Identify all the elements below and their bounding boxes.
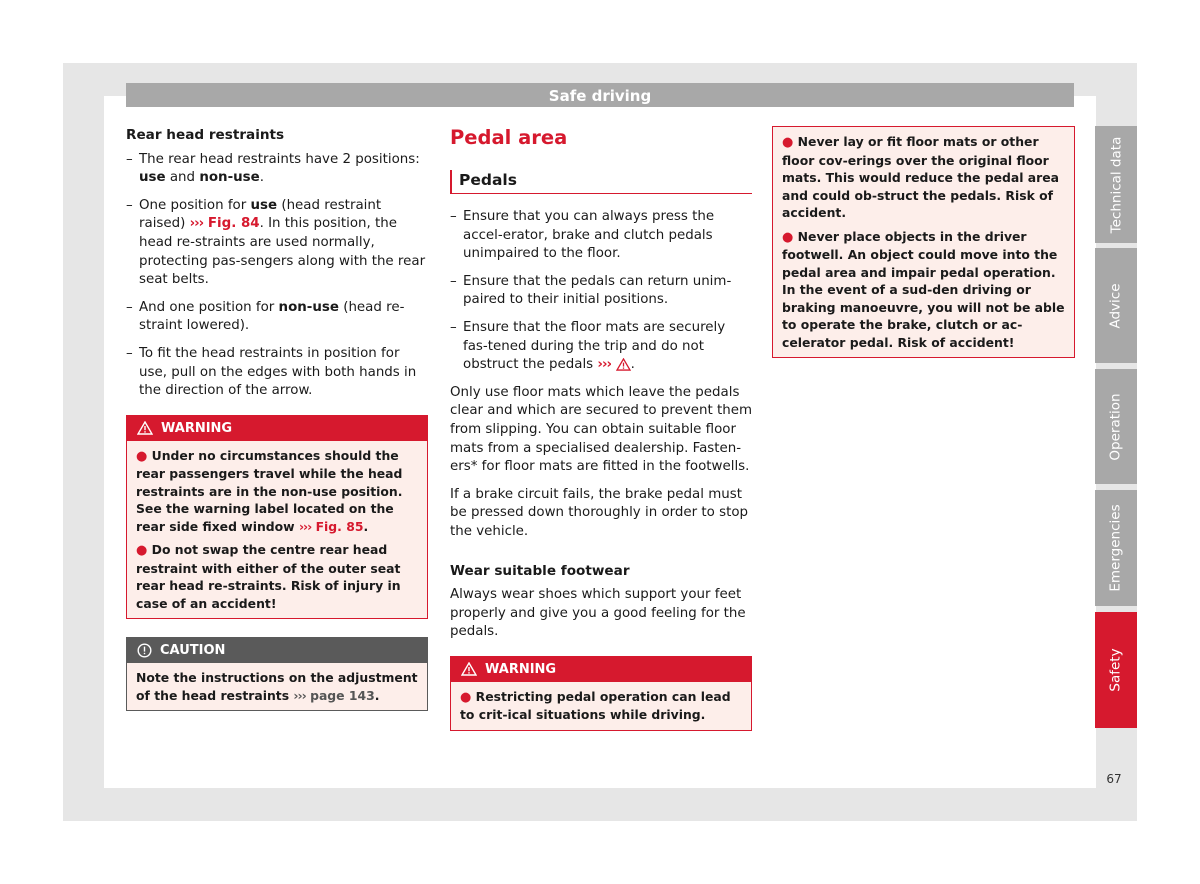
fig-85-link[interactable]: ››› Fig. 85 [298, 518, 364, 534]
list-item: – One position for use (head restraint raised) ››› Fig. 84. In this position, the head re-straints are used normally, protecting pas-sengers along with the rear seat belts. [126, 197, 426, 288]
warning-bullet: ● Do not swap the centre rear head restraint with either of the outer seat rear head re-straints. Risk of injury in case of an accident! [136, 542, 401, 611]
column-2 [450, 126, 752, 731]
page-143-link[interactable]: ››› page 143 [293, 687, 375, 703]
list-item: – The rear head restraints have 2 positions: use and non-use. [126, 151, 420, 186]
warning-header: WARNING [451, 657, 751, 682]
paragraph: Always wear shoes which support your feet properly and give you a good feeling for the pedals. [450, 587, 746, 640]
fig-84-link[interactable]: ››› Fig. 84 [189, 216, 260, 232]
warning-box-continued [772, 126, 1075, 358]
warning-bullet: ● Under no circumstances should the rear passengers travel while the head restraints are in the non-use position. See the warning label located on the rear side fixed window ››› Fig. 85. [136, 447, 403, 534]
info-circle-icon [137, 643, 152, 658]
tab-emergencies[interactable]: Emergencies [1095, 490, 1137, 606]
list-item: – And one position for non-use (head re-straint lowered). [126, 299, 405, 334]
bullet-icon: ● [460, 689, 472, 705]
warning-bullet: ● Never place objects in the driver footwell. An object could move into the pedal area and impair pedal operation. In the event of a sud-den driving or braking manoeuvre, you will not be able to operate the brake, clutch or ac-celerator pedal. Risk of accident! [782, 228, 1065, 350]
warning-box [126, 415, 428, 620]
bullet-icon: ● [782, 229, 794, 245]
paragraph: Only use floor mats which leave the pedals clear and which are secured to prevent them from slipping. You can obtain suitable floor mats from a specialised dealership. Fasten-ers* for floor mats are fitted in the footwells. [450, 384, 753, 475]
warning-bullet: ● Never lay or fit floor mats or other floor cov-erings over the original floor mats. This would reduce the pedal area and could ob-struct the pedals. Risk of accident. [782, 134, 1060, 220]
chapter-header: Safe driving [126, 83, 1074, 107]
warning-bullet: ● Restricting pedal operation can lead to crit-ical situations while driving. [460, 688, 731, 723]
column-3 [772, 126, 1075, 358]
pedals-subtitle: Pedals [450, 170, 752, 194]
tab-advice[interactable]: Advice [1095, 248, 1137, 363]
caution-header: CAUTION [127, 638, 427, 663]
bullet-icon: ● [136, 448, 148, 464]
page-number: 67 [1106, 772, 1122, 786]
pedal-area-title: Pedal area [450, 126, 568, 149]
warning-ref-link[interactable]: ››› [597, 357, 630, 372]
rear-head-restraints-heading: Rear head restraints [126, 127, 285, 143]
warning-header: WARNING [127, 416, 427, 441]
warning-triangle-icon [616, 358, 631, 371]
tab-safety[interactable]: Safety [1095, 612, 1137, 728]
tab-technical-data[interactable]: Technical data [1095, 126, 1137, 243]
caution-box: CAUTION Note the instructions on the adjustment of the head restraints ››› page 143. [126, 637, 428, 711]
warning-triangle-icon [137, 421, 153, 435]
list-item: – Ensure that the floor mats are securely fas-tened during the trip and do not obstruct the pedals ››› . [450, 319, 726, 373]
bullet-icon: ● [136, 543, 148, 559]
bullet-icon: ● [782, 135, 794, 150]
column-1 [126, 126, 428, 711]
warning-box [450, 656, 752, 731]
warning-triangle-icon [461, 662, 477, 676]
footwear-heading: Wear suitable footwear [450, 562, 630, 579]
list-item: – Ensure that you can always press the accel-erator, brake and clutch pedals unimpaired to the floor. [450, 209, 715, 262]
paragraph: If a brake circuit fails, the brake pedal must be pressed down thoroughly in order to stop the vehicle. [450, 486, 749, 539]
list-item: – To fit the head restraints in position for use, pull on the edges with both hands in the direction of the arrow. [126, 345, 417, 399]
list-item: – Ensure that the pedals can return unim-paired to their initial positions. [450, 273, 732, 308]
tab-operation[interactable]: Operation [1095, 369, 1137, 484]
